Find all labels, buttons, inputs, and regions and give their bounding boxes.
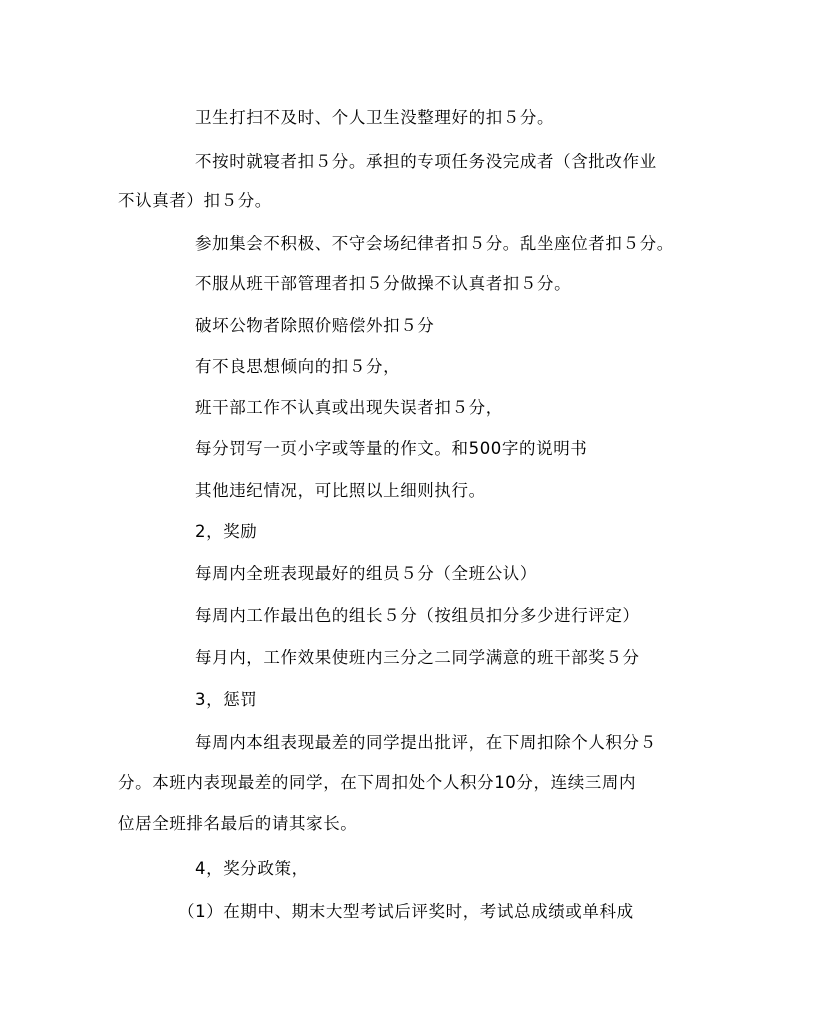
text-line-cadre-work: 班干部工作不认真或出现失误者扣５分， (195, 398, 503, 417)
text-line-assembly: 参加集会不积极、不守会场纪律者扣５分。乱坐座位者扣５分。 (195, 234, 674, 253)
text-line-best-member: 每周内全班表现最好的组员５分（全班公认） (195, 564, 537, 583)
text-line-thoughts: 有不良思想倾向的扣５分， (195, 357, 401, 376)
section-heading-punishment: 3，惩罚 (195, 690, 258, 709)
text-line-obey-cadre: 不服从班干部管理者扣５分做操不认真者扣５分。 (195, 274, 572, 293)
section-heading-bonus-policy: 4，奖分政策， (195, 859, 309, 878)
text-line-exam-awards: （1）在期中、期末大型考试后评奖时，考试总成绩或单科成 (178, 902, 634, 921)
text-line-bedtime: 不按时就寝者扣５分。承担的专项任务没完成者（含批改作业 (195, 152, 657, 171)
text-line-other: 其他违纪情况，可比照以上细则执行。 (195, 481, 486, 500)
text-line-bedtime-cont: 不认真者）扣５分。 (118, 191, 272, 210)
text-line-worst-class: 分。本班内表现最差的同学，在下周扣处个人积分10分，连续三周内 (118, 773, 637, 792)
text-line-best-leader: 每周内工作最出色的组长５分（按组员扣分多少进行评定） (195, 606, 640, 625)
text-line-best-cadre: 每月内，工作效果使班内三分之二同学满意的班干部奖５分 (195, 648, 640, 667)
text-line-parents: 位居全班排名最后的请其家长。 (118, 814, 358, 833)
text-line-worst-member: 每周内本组表现最差的同学提出批评，在下周扣除个人积分５ (195, 733, 657, 752)
text-line-property: 破坏公物者除照价赔偿外扣５分 (195, 316, 435, 335)
text-line-penalty-writing: 每分罚写一页小字或等量的作文。和500字的说明书 (195, 439, 588, 458)
text-line-hygiene: 卫生打扫不及时、个人卫生没整理好的扣５分。 (195, 108, 555, 127)
section-heading-rewards: 2，奖励 (195, 522, 258, 541)
